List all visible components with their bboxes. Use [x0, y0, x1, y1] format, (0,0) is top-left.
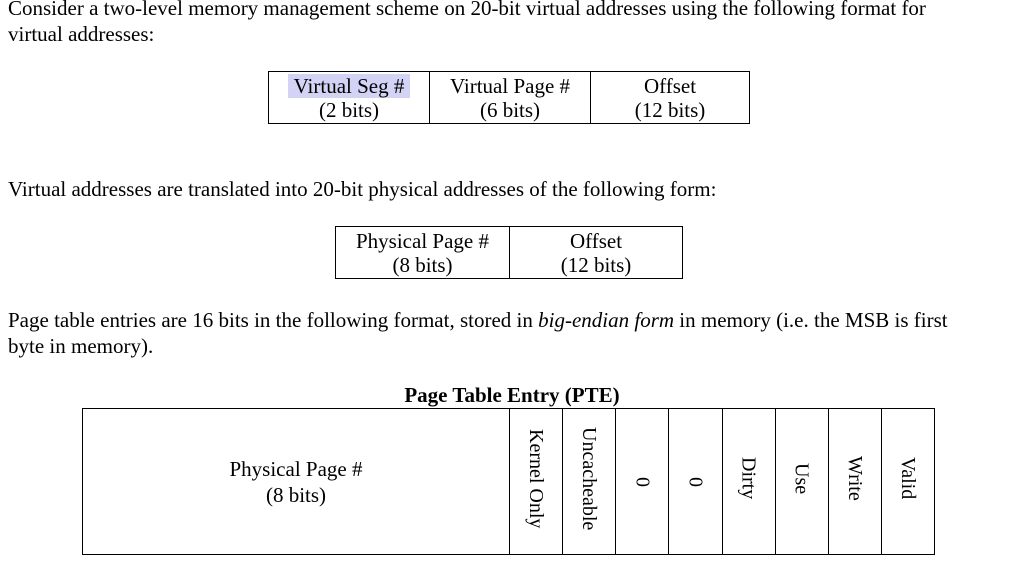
intro-line-2: virtual addresses: — [8, 22, 155, 46]
virtual-seg-name: Virtual Seg # — [288, 74, 411, 98]
intro-text — [8, 0, 926, 47]
virtual-offset-bits: (12 bits) — [634, 98, 706, 122]
physical-address-format-table — [335, 226, 683, 279]
pte-desc-part2: in memory (i.e. the MSB is first — [674, 308, 948, 332]
pte-page-name: Physical Page # — [229, 456, 363, 481]
virtual-page-field — [430, 72, 591, 124]
virtual-offset-field — [591, 72, 750, 124]
virtual-seg-field — [269, 72, 430, 124]
physical-page-field — [336, 227, 510, 279]
pte-title: Page Table Entry (PTE) — [404, 383, 620, 407]
pte-flag-dirty: Dirty — [722, 409, 775, 555]
intro-line-1: Consider a two-level memory management scheme on 20-bit virtual addresses using the following format for — [8, 0, 926, 20]
pte-flag-zero-2: 0 — [669, 409, 722, 555]
pte-flag-zero-1: 0 — [616, 409, 669, 555]
virtual-address-format-table — [268, 71, 750, 124]
virtual-seg-bits: (2 bits) — [318, 98, 380, 122]
pte-page-field — [83, 409, 510, 555]
pte-description — [8, 307, 948, 359]
virtual-page-name: Virtual Page # — [449, 74, 571, 98]
physical-page-name: Physical Page # — [356, 229, 489, 253]
pte-flag-use: Use — [775, 409, 828, 555]
pte-page-bits: (8 bits) — [265, 482, 327, 507]
pte-flag-valid: Valid — [881, 409, 934, 555]
virtual-offset-name: Offset — [643, 74, 697, 98]
pte-desc-part1: Page table entries are 16 bits in the following format, stored in — [8, 308, 539, 332]
pte-flag-kernel-only: Kernel Only — [510, 409, 563, 555]
physical-offset-bits: (12 bits) — [560, 253, 632, 277]
pte-table — [82, 408, 935, 555]
physical-page-bits: (8 bits) — [392, 253, 453, 277]
pte-flag-uncacheable: Uncacheable — [563, 409, 616, 555]
physical-offset-field — [510, 227, 683, 279]
pte-desc-line-2: byte in memory). — [8, 334, 154, 358]
pte-flag-write: Write — [828, 409, 881, 555]
physical-offset-name: Offset — [569, 229, 623, 253]
pte-desc-emphasis: big-endian form — [538, 308, 675, 332]
virtual-page-bits: (6 bits) — [479, 98, 541, 122]
translate-text: Virtual addresses are translated into 20-bit physical addresses of the following form: — [8, 177, 717, 201]
